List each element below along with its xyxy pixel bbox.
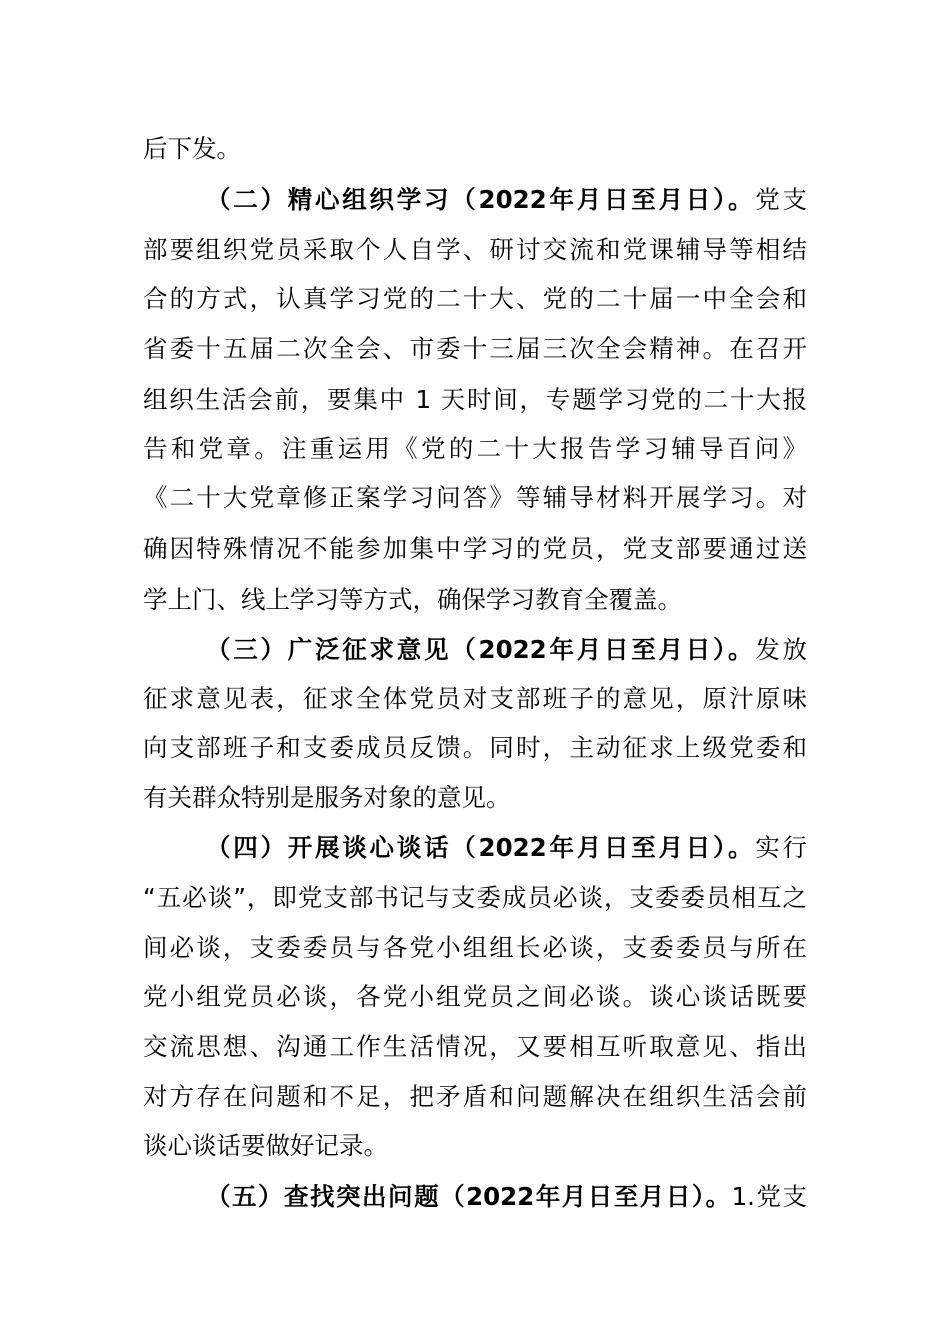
- text-line: [143, 1121, 807, 1171]
- paragraph-text: 合的方式，认真学习党的二十大、党的二十届一中全会和: [143, 284, 807, 313]
- paragraph-text: 部要组织党员采取个人自学、研讨交流和党课辅导等相结: [143, 235, 807, 264]
- text-line: [143, 972, 807, 1022]
- text-line: [143, 473, 807, 523]
- paragraph-text: 组织生活会前，要集中 1 天时间，专题学习党的二十大报: [143, 385, 807, 414]
- paragraph-text: 党小组党员必谈，各党小组党员之间必谈。谈心谈话既要: [143, 982, 807, 1011]
- text-line: [143, 575, 807, 625]
- section-heading: （五）查找突出问题（2022年月日至月日）。: [206, 1182, 732, 1211]
- text-line: [206, 175, 807, 225]
- paragraph-text: 有关群众特别是服务对象的意见。: [143, 783, 511, 812]
- paragraph-text: 确因特殊情况不能参加集中学习的党员，党支部要通过送: [143, 534, 807, 563]
- paragraph-text: 间必谈，支委委员与各党小组组长必谈，支委委员与所在: [143, 933, 807, 962]
- paragraph-text: 发放: [755, 635, 807, 664]
- paragraph-text: 征求意见表，征求全体党员对支部班子的意见，原汁原味: [143, 684, 807, 713]
- paragraph-text: 《二十大党章修正案学习问答》等辅导材料开展学习。对: [143, 483, 807, 512]
- paragraph-text: 省委十五届二次全会、市委十三届三次全会精神。在召开: [143, 334, 807, 363]
- text-line: [206, 1172, 807, 1222]
- text-line: [143, 124, 807, 174]
- section-heading: （二）精心组织学习（2022年月日至月日）。: [206, 185, 756, 214]
- paragraph-text: 对方存在问题和不足，把矛盾和问题解决在组织生活会前: [143, 1082, 807, 1111]
- text-line: [143, 274, 807, 324]
- paragraph-text: “五必谈”，即党支部书记与支委成员必谈，支委委员相互之: [143, 883, 807, 912]
- text-line: [143, 873, 807, 923]
- text-line: [143, 225, 807, 275]
- text-line: [143, 923, 807, 973]
- text-line: [143, 324, 807, 374]
- paragraph-text: 向支部班子和支委成员反馈。同时，主动征求上级党委和: [143, 733, 807, 762]
- text-line: [143, 773, 807, 823]
- paragraph-text: 告和党章。注重运用《党的二十大报告学习辅导百问》: [143, 434, 807, 463]
- text-line: [143, 375, 807, 425]
- paragraph-text: 后下发。: [143, 134, 241, 163]
- section-heading: （四）开展谈心谈话（2022年月日至月日）。: [206, 833, 756, 862]
- text-line: [143, 424, 807, 474]
- paragraph-text: 交流思想、沟通工作生活情况，又要相互听取意见、指出: [143, 1032, 807, 1061]
- text-line: [143, 1022, 807, 1072]
- paragraph-text: 谈心谈话要做好记录。: [143, 1131, 388, 1160]
- paragraph-text: 党支: [755, 185, 807, 214]
- paragraph-text: 实行: [755, 833, 807, 862]
- text-line: [206, 625, 807, 675]
- paragraph-text: 1.党支: [731, 1182, 807, 1211]
- section-heading: （三）广泛征求意见（2022年月日至月日）。: [206, 635, 756, 664]
- text-line: [206, 823, 807, 873]
- paragraph-text: 学上门、线上学习等方式，确保学习教育全覆盖。: [143, 585, 682, 614]
- text-line: [143, 723, 807, 773]
- text-line: [143, 1072, 807, 1122]
- text-line: [143, 674, 807, 724]
- text-line: [143, 524, 807, 574]
